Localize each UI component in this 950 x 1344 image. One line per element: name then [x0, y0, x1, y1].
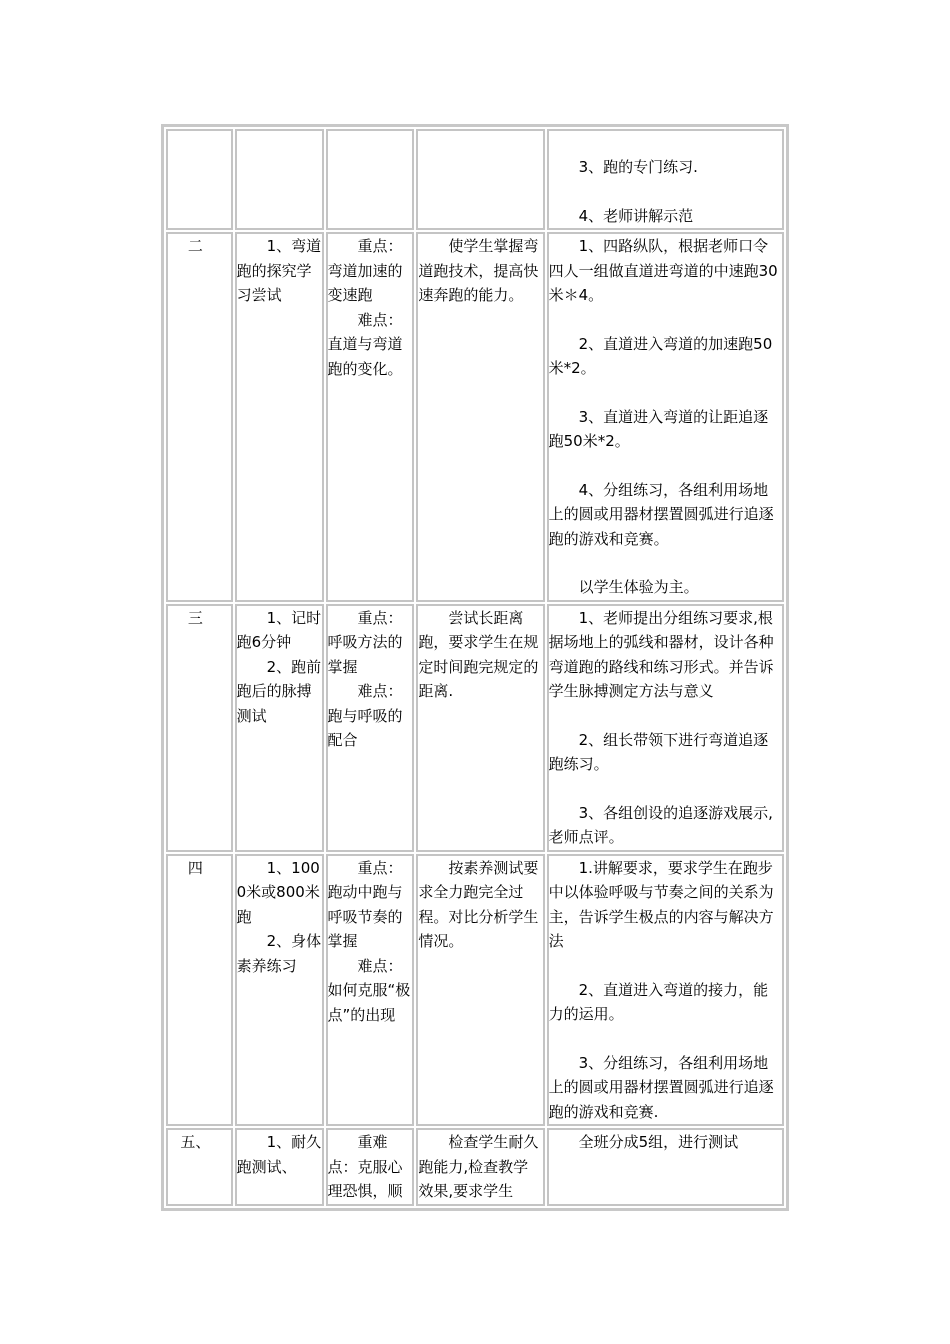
key-point-text: 重点：跑动中跑与呼吸节奏的掌握	[327, 858, 403, 950]
content-cell	[235, 232, 324, 602]
focus-cell	[326, 604, 415, 852]
difficulty-text: 难点：如何克服“极点”的出现	[327, 956, 411, 1024]
goal-text: 尝试长距离跑，要求学生在规定时间跑完规定的距离.	[418, 608, 539, 700]
goal-text: 使学生掌握弯道跑技术，提高快速奔跑的能力。	[418, 237, 539, 304]
method-paragraph: 1、老师提出分组练习要求,根据场地上的弧线和器材，设计各种弯道跑的路线和练习形式。并告诉学生脉搏测定方法与意义	[548, 608, 774, 700]
method-paragraph: 3、分组练习，各组利用场地上的圆或用器材摆置圆弧进行追逐跑的游戏和竞赛.	[548, 1053, 774, 1121]
goal-text: 按素养测试要求全力跑完全过程。对比分析学生情况。	[418, 858, 539, 950]
lesson-plan-table	[161, 124, 789, 1211]
lesson-number-cell: 四	[166, 854, 233, 1127]
content-text: 1、耐久跑测试、	[236, 1133, 322, 1176]
focus-cell	[326, 854, 415, 1127]
method-paragraph: 1、四路纵队，根据老师口令四人一组做直道进弯道的中速跑30米＊4。	[548, 237, 778, 304]
method-paragraph: 1.讲解要求，要求学生在跑步中以体验呼吸与节奏之间的关系为主，告诉学生极点的内容与解决方法	[548, 858, 774, 950]
goal-cell	[416, 1128, 544, 1206]
content-cell	[235, 854, 324, 1127]
method-paragraph: 2、组长带领下进行弯道追逐跑练习。	[548, 730, 769, 773]
table-row	[166, 854, 784, 1127]
lesson-number-cell: 二	[166, 232, 233, 602]
table-row	[166, 604, 784, 852]
focus-cell	[326, 129, 415, 230]
content-text: 2、身体素养练习	[236, 932, 322, 975]
method-paragraph: 3、各组创设的追逐游戏展示,老师点评。	[548, 803, 773, 846]
lesson-number-cell	[166, 129, 233, 230]
method-cell	[547, 854, 784, 1127]
content-text: 2、跑前跑后的脉搏测试	[236, 657, 322, 725]
method-paragraph: 4、分组练习，各组利用场地上的圆或用器材摆置圆弧进行追逐跑的游戏和竞赛。	[548, 480, 774, 548]
difficulty-text: 难点：直道与弯道跑的变化。	[327, 310, 403, 378]
key-point-text: 重点：弯道加速的变速跑	[327, 237, 403, 304]
method-paragraph: 2、直道进入弯道的加速跑50米*2。	[548, 334, 773, 377]
method-cell	[547, 232, 784, 602]
method-paragraph: 全班分成5组，进行测试	[578, 1133, 739, 1151]
content-cell	[235, 604, 324, 852]
method-cell	[547, 129, 784, 230]
content-text: 1、弯道跑的探究学习尝试	[236, 237, 322, 304]
method-paragraph: 3、跑的专门练习.	[578, 158, 698, 176]
method-paragraph: 4、老师讲解示范	[578, 206, 694, 225]
method-paragraph: 以学生体验为主。	[578, 578, 699, 596]
goal-text: 检查学生耐久跑能力,检查教学效果,要求学生	[418, 1133, 539, 1200]
goal-cell	[416, 232, 544, 602]
content-text: 1、1000米或800米跑	[236, 858, 320, 926]
method-cell	[547, 604, 784, 852]
key-point-text: 重点：呼吸方法的掌握	[327, 608, 403, 676]
content-cell	[235, 1128, 324, 1206]
goal-cell	[416, 604, 544, 852]
table-row	[166, 1128, 784, 1206]
key-point-text: 重难点：克服心理恐惧，顺	[327, 1133, 403, 1200]
method-paragraph: 2、直道进入弯道的接力，能力的运用。	[548, 980, 769, 1023]
lesson-number-cell: 五、	[166, 1128, 233, 1206]
table-row	[166, 232, 784, 602]
difficulty-text: 难点：跑与呼吸的配合	[327, 682, 403, 749]
focus-cell	[326, 232, 415, 602]
method-paragraph: 3、直道进入弯道的让距追逐跑50米*2。	[548, 407, 769, 450]
method-cell	[547, 1128, 784, 1206]
lesson-number-cell: 三	[166, 604, 233, 852]
table-row	[166, 129, 784, 230]
goal-cell	[416, 129, 544, 230]
goal-cell	[416, 854, 544, 1127]
content-text: 1、记时跑6分钟	[236, 608, 322, 651]
focus-cell	[326, 1128, 415, 1206]
content-cell	[235, 129, 324, 230]
